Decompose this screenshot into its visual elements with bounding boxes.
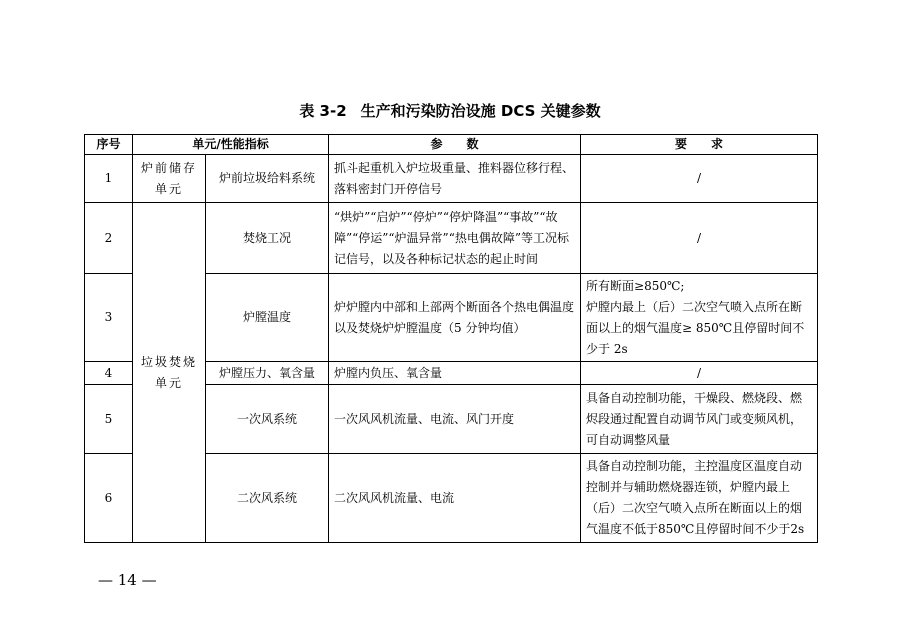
header-unit: 单元/性能指标 bbox=[133, 135, 329, 155]
row-seq: 3 bbox=[85, 274, 133, 362]
row-req: / bbox=[581, 362, 818, 385]
row-indicator: 炉前垃圾给料系统 bbox=[206, 155, 329, 203]
row-params: 二次风风机流量、电流 bbox=[329, 454, 581, 543]
row-params: 炉炉膛内中部和上部两个断面各个热电偶温度以及焚烧炉炉膛温度（5 分钟均值） bbox=[329, 274, 581, 362]
header-seq: 序号 bbox=[85, 135, 133, 155]
row-params: “烘炉”“启炉”“停炉”“停炉降温”“事故”“故障”“停运”“炉温异常”“热电偶故障”等工况标记信号，以及各种标记状态的起止时间 bbox=[329, 203, 581, 274]
row-req: 具备自动控制功能，主控温度区温度自动控制并与辅助燃烧器连锁，炉膛内最上（后）二次空气喷入点所在断面以上的烟气温度不低于850℃且停留时间不少于2s bbox=[581, 454, 818, 543]
header-params: 参 数 bbox=[329, 135, 581, 155]
row-indicator: 炉膛温度 bbox=[206, 274, 329, 362]
row-params: 炉膛内负压、氧含量 bbox=[329, 362, 581, 385]
row-indicator: 焚烧工况 bbox=[206, 203, 329, 274]
page-number: — 14 — bbox=[98, 571, 157, 589]
row-unit: 炉前储存单元 bbox=[133, 155, 206, 203]
dcs-parameter-table bbox=[84, 134, 818, 543]
row-indicator: 二次风系统 bbox=[206, 454, 329, 543]
row-seq: 6 bbox=[85, 454, 133, 543]
row-req-line: 所有断面≥850℃; bbox=[586, 278, 685, 293]
row-seq: 1 bbox=[85, 155, 133, 203]
row-seq: 2 bbox=[85, 203, 133, 274]
table-title bbox=[0, 100, 900, 121]
row-req bbox=[581, 274, 818, 362]
row-indicator: 一次风系统 bbox=[206, 385, 329, 454]
table-title-text: 生产和污染防治设施 DCS 关键参数 bbox=[360, 102, 601, 120]
table-row bbox=[85, 203, 818, 274]
merged-unit-cell: 垃圾焚烧单元 bbox=[133, 203, 206, 543]
table-number: 表 3-2 bbox=[299, 102, 347, 120]
row-params: 抓斗起重机入炉垃圾重量、推料器位移行程、落料密封门开停信号 bbox=[329, 155, 581, 203]
row-req: 具备自动控制功能，干燥段、燃烧段、燃烬段通过配置自动调节风门或变频风机，可自动调整风量 bbox=[581, 385, 818, 454]
row-seq: 4 bbox=[85, 362, 133, 385]
header-row bbox=[85, 135, 818, 155]
row-params: 一次风风机流量、电流、风门开度 bbox=[329, 385, 581, 454]
row-req: / bbox=[581, 155, 818, 203]
row-req: / bbox=[581, 203, 818, 274]
row-seq: 5 bbox=[85, 385, 133, 454]
row-req-line: 炉膛内最上（后）二次空气喷入点所在断面以上的烟气温度≥ 850℃且停留时间不少于 2s bbox=[586, 299, 805, 356]
header-req: 要 求 bbox=[581, 135, 818, 155]
row-indicator: 炉膛压力、氧含量 bbox=[206, 362, 329, 385]
table-row bbox=[85, 155, 818, 203]
